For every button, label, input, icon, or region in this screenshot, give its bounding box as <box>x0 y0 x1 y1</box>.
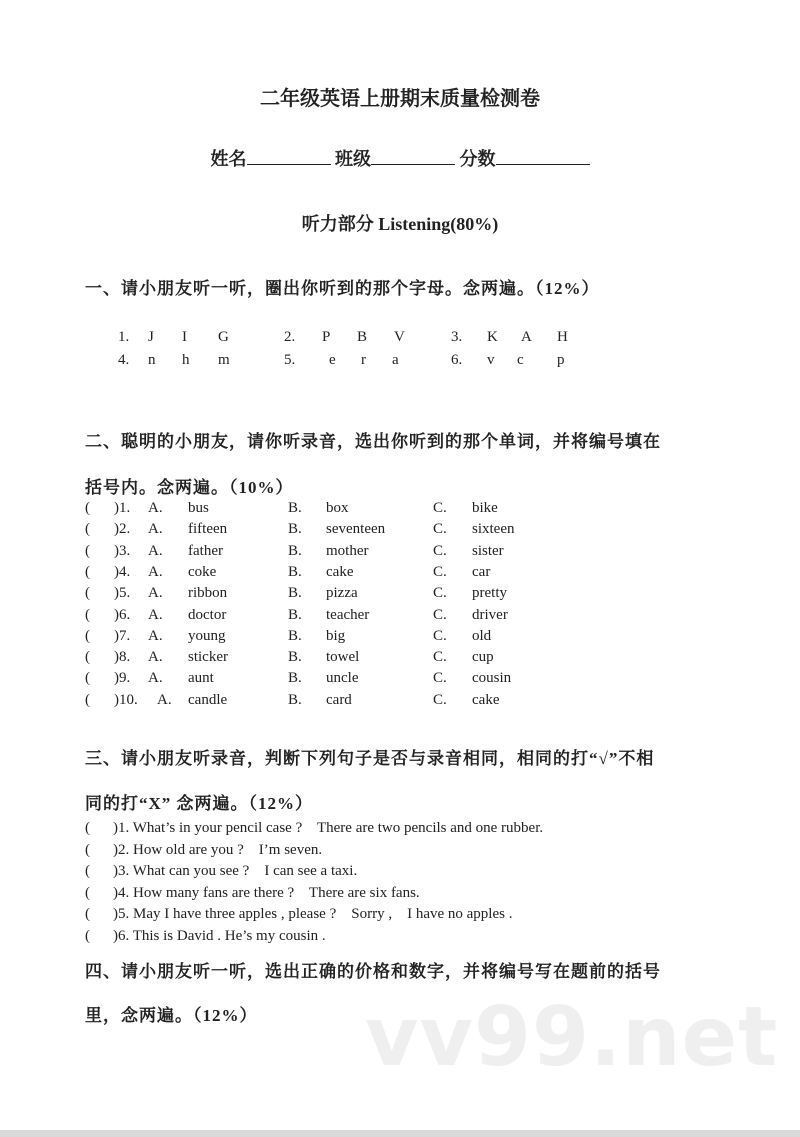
question-number: )5. <box>114 585 131 602</box>
paren-open: ( <box>85 649 90 666</box>
paren-open: ( <box>85 906 90 922</box>
option-label-a: A. <box>148 585 163 602</box>
question-number: )8. <box>114 649 131 666</box>
section3-heading-line1: 三、请小朋友听录音，判断下列句子是否与录音相同，相同的打“√”不相 <box>85 749 655 768</box>
letter-option: r <box>361 352 366 368</box>
option-label-b: B. <box>288 670 302 687</box>
option-label-c: C. <box>433 500 447 516</box>
paren-open: ( <box>85 627 90 644</box>
paren-open: ( <box>85 691 90 708</box>
option-label-a: A. <box>148 627 163 644</box>
letter-option: H <box>557 329 568 345</box>
option-b: cake <box>326 563 354 580</box>
letter-item-number: 3. <box>451 329 463 345</box>
option-label-c: C. <box>433 521 447 538</box>
option-a: bus <box>188 500 209 516</box>
page-bottom-edge <box>0 1130 800 1137</box>
sentence-text: )2. How old are you ? I’m seven. <box>113 841 323 858</box>
letter-option: p <box>557 352 565 368</box>
option-label-a: A. <box>148 563 163 580</box>
sentence-text: )4. How many fans are there ? There are six fans. <box>113 884 420 901</box>
sentence-item <box>85 906 512 923</box>
option-a: sticker <box>188 649 228 666</box>
option-c: old <box>472 627 492 644</box>
class-label: 班级 <box>335 149 371 169</box>
sentence-item <box>85 885 420 902</box>
page-title: 二年级英语上册期末质量检测卷 <box>260 88 540 110</box>
option-label-b: B. <box>288 606 302 623</box>
option-label-c: C. <box>433 670 447 687</box>
option-label-a: A. <box>148 521 163 538</box>
question-number: )4. <box>114 563 131 580</box>
option-b: box <box>326 500 349 516</box>
option-label-b: B. <box>288 649 302 666</box>
option-a: doctor <box>188 606 227 623</box>
letter-item-number: 2. <box>284 329 296 345</box>
sentence-item <box>85 863 357 880</box>
letter-item-number: 1. <box>118 329 130 345</box>
sentence-item <box>85 820 543 837</box>
question-number: )2. <box>114 521 131 538</box>
option-a: young <box>188 627 226 644</box>
name-label: 姓名 <box>210 149 247 169</box>
sentence-item <box>85 842 322 859</box>
option-a: aunt <box>188 670 214 687</box>
option-label-c: C. <box>433 649 447 666</box>
option-a: fifteen <box>188 521 228 538</box>
option-c: cake <box>472 691 500 708</box>
sentence-text: )6. This is David . He’s my cousin . <box>113 927 326 944</box>
option-label-b: B. <box>288 500 302 516</box>
letter-option: K <box>487 329 498 345</box>
letter-item-number: 4. <box>118 352 130 368</box>
option-label-a: A. <box>148 500 163 516</box>
paren-open: ( <box>85 542 90 559</box>
name-blank <box>247 148 331 165</box>
option-b: teacher <box>326 606 370 623</box>
option-label-b: B. <box>288 585 302 602</box>
option-c: sister <box>472 542 504 559</box>
letter-option: I <box>182 329 187 345</box>
option-label-a: A. <box>148 670 163 687</box>
option-a: father <box>188 542 223 559</box>
paren-open: ( <box>85 863 90 879</box>
paren-open: ( <box>85 606 90 623</box>
question-number: )3. <box>114 542 131 559</box>
section4-heading-line2: 里，念两遍。（12%） <box>85 1006 258 1025</box>
option-label-c: C. <box>433 542 447 559</box>
letter-option: e <box>329 352 336 368</box>
option-label-c: C. <box>433 627 447 644</box>
sentence-text: )3. What can you see ? I can see a taxi. <box>113 863 358 879</box>
option-b: card <box>326 691 352 708</box>
option-label-c: C. <box>433 691 447 708</box>
option-c: car <box>472 563 491 580</box>
option-label-a: A. <box>157 691 172 708</box>
option-label-a: A. <box>148 542 163 559</box>
option-b: pizza <box>326 585 358 602</box>
watermark: vv99.net <box>365 990 779 1085</box>
question-number: )10. <box>114 691 138 708</box>
sentence-text: )1. What’s in your pencil case ? There are two pencils and one rubber. <box>113 820 544 836</box>
option-c: bike <box>472 500 498 516</box>
option-label-c: C. <box>433 606 447 623</box>
paren-open: ( <box>85 521 90 538</box>
option-a: ribbon <box>188 585 228 602</box>
letter-option: V <box>394 329 405 345</box>
paren-open: ( <box>85 563 90 580</box>
question-number: )1. <box>114 500 131 516</box>
section1-heading: 一、请小朋友听一听，圈出你听到的那个字母。念两遍。（12%） <box>85 279 600 298</box>
option-b: mother <box>326 542 369 559</box>
paren-open: ( <box>85 884 90 901</box>
option-b: uncle <box>326 670 359 687</box>
sentence-text: )5. May I have three apples , please ? Sorry , I have no apples . <box>113 906 513 922</box>
option-c: cup <box>472 649 494 666</box>
student-info-line <box>0 145 800 171</box>
option-label-b: B. <box>288 542 302 559</box>
letter-option: A <box>521 329 532 345</box>
paren-open: ( <box>85 500 90 516</box>
option-c: cousin <box>472 670 512 687</box>
letter-item-number: 6. <box>451 352 463 368</box>
class-blank <box>371 148 455 165</box>
letter-item-number: 5. <box>284 352 296 368</box>
option-b: big <box>326 627 346 644</box>
section2-heading-line1: 二、聪明的小朋友，请你听录音，选出你听到的那个单词，并将编号填在 <box>85 432 661 451</box>
option-label-c: C. <box>433 563 447 580</box>
question-number: )6. <box>114 606 131 623</box>
letter-option: P <box>322 329 331 345</box>
option-b: towel <box>326 649 360 666</box>
letter-option: n <box>148 352 156 368</box>
question-number: )7. <box>114 627 131 644</box>
listening-header: 听力部分 Listening(80%) <box>301 214 499 234</box>
option-a: candle <box>188 691 228 708</box>
score-blank <box>496 148 590 165</box>
section4-heading-line1: 四、请小朋友听一听，选出正确的价格和数字，并将编号写在题前的括号 <box>85 962 661 981</box>
letter-option: J <box>148 329 154 345</box>
question-number: )9. <box>114 670 131 687</box>
section2-heading-line2: 括号内。念两遍。（10%） <box>85 478 294 497</box>
option-label-b: B. <box>288 627 302 644</box>
letter-option: c <box>517 352 524 368</box>
paren-open: ( <box>85 670 90 687</box>
paren-open: ( <box>85 841 90 858</box>
letter-option: m <box>218 352 230 368</box>
option-label-b: B. <box>288 521 302 538</box>
paren-open: ( <box>85 927 90 944</box>
option-label-c: C. <box>433 585 447 602</box>
option-label-a: A. <box>148 649 163 666</box>
score-label: 分数 <box>459 149 496 169</box>
paren-open: ( <box>85 585 90 602</box>
option-c: driver <box>472 606 508 623</box>
option-c: sixteen <box>472 521 515 538</box>
option-label-b: B. <box>288 691 302 708</box>
letter-option: a <box>392 352 399 368</box>
letter-option: G <box>218 329 229 345</box>
section3-heading-line2: 同的打“X” 念两遍。（12%） <box>85 794 314 813</box>
option-b: seventeen <box>326 521 386 538</box>
option-a: coke <box>188 563 217 580</box>
option-label-a: A. <box>148 606 163 623</box>
sentence-item <box>85 928 326 945</box>
letter-option: v <box>487 352 495 368</box>
option-c: pretty <box>472 585 507 602</box>
letter-option: B <box>357 329 368 345</box>
paren-open: ( <box>85 820 90 836</box>
letter-option: h <box>182 352 190 368</box>
option-label-b: B. <box>288 563 302 580</box>
